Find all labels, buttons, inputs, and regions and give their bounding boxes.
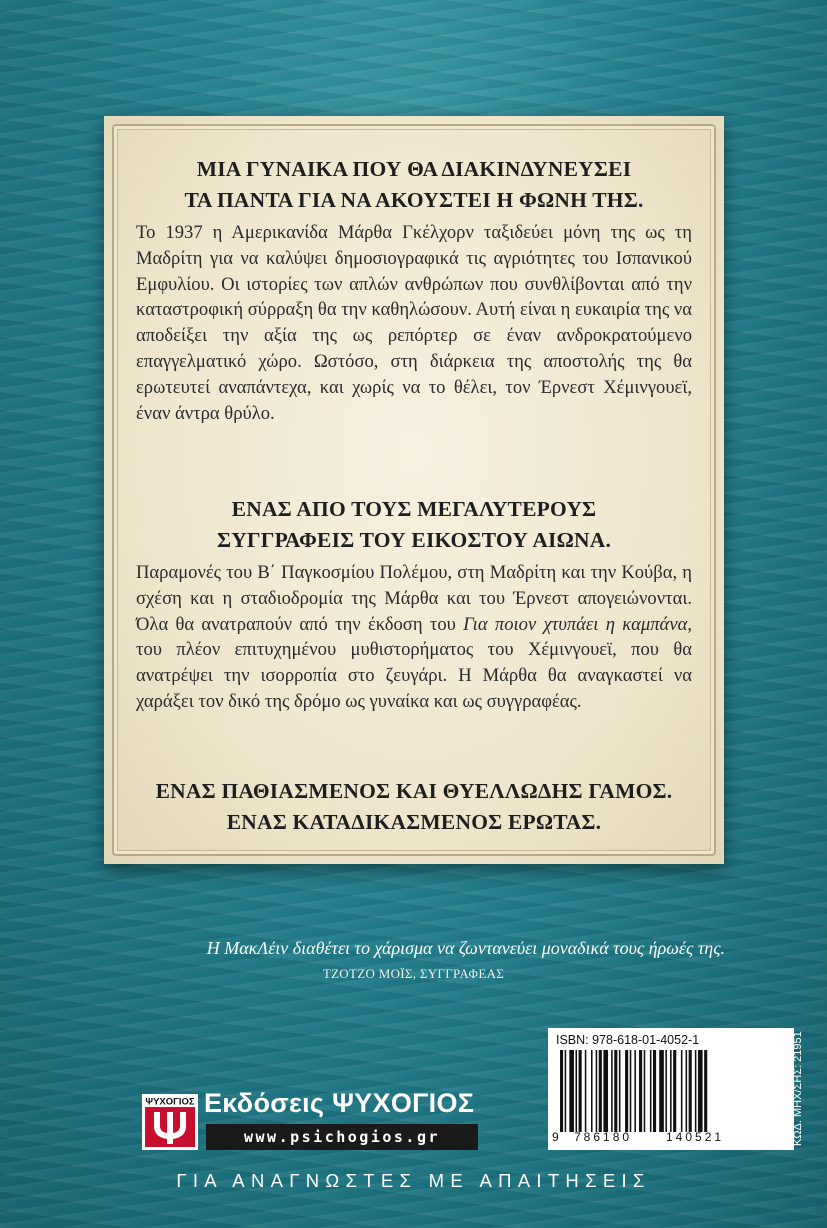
heading-line: ΜΙΑ ΓΥΝΑΙΚΑ ΠΟΥ ΘΑ ΔΙΑΚΙΝΔΥΝΕΥΣΕΙ [196,157,632,181]
description-card [104,116,724,864]
isbn-label: ISBN: 978-618-01-4052-1 [556,1033,700,1047]
barcode-bar [630,1050,632,1132]
logo-wordmark: ΨΥΧΟΓΙΟΣ [145,1096,195,1108]
barcode-bar [639,1050,642,1132]
psichogios-logo-icon [142,1094,198,1150]
heading-marriage [124,776,704,838]
barcode-bar [695,1050,697,1132]
barcode-bar [599,1050,602,1132]
barcode-digit-group: 140521 [666,1130,725,1144]
quote-author: ΤΖΟΤΖΟ ΜΟΪΣ, ΣΥΓΓΡΑΦΕΑΣ [322,966,505,981]
barcode-bar [585,1050,587,1132]
heading-woman-voice [124,154,704,216]
barcode-bar [614,1050,617,1132]
heading-line: ΕΝΑΣ ΚΑΤΑΔΙΚΑΣΜΕΝΟΣ ΕΡΩΤΑΣ. [226,810,602,834]
barcode-bar [591,1050,593,1132]
barcode-bar [681,1050,683,1132]
barcode-bar [673,1050,676,1132]
barcode-bar [565,1050,567,1132]
heading-great-writers [124,494,704,556]
paragraph-story: Το 1937 η Αμερικανίδα Μάρθα Γκέλχορν ταξιδεύει μόνη της ως τη Μαδρίτη για να καλύψει δημοσιογραφικά τις αγριότητες του Ισπανικού Εμφυλίου. Οι ιστορίες των απλών ανθρώπων που συνθλίβονται από την καταστροφική σύρραξη θα την καθηλώσουν. Αυτή είναι η ευκαιρία της να αποδείξει την αξία της ως ρεπόρτερ σε έναν ανδροκρατούμενο επαγγελματικό χώρο. Ωστόσο, στη διάρκεια της αποστολής της θα ερωτευτεί αναπάντεχα, και χωρίς να το θέλει, τον Έρνεστ Χέμινγουεϊ, έναν άντρα θρύλο. [136,222,692,424]
publisher-slogan: ΓΙΑ ΑΝΑΓΝΩΣΤΕΣ ΜΕ ΑΠΑΙΤΗΣΕΙΣ [176,1170,651,1191]
barcode-bar [665,1050,667,1132]
paragraph-hemingway [136,560,692,715]
heading-line: ΕΝΑΣ ΑΠΟ ΤΟΥΣ ΜΕΓΑΛΥΤΕΡΟΥΣ [231,497,597,521]
barcode-bar [576,1050,578,1132]
barcode-bar [704,1050,707,1132]
barcode-icon [558,1050,758,1132]
barcode-bar [619,1050,621,1132]
barcode-bar [569,1050,574,1132]
barcode-bar [611,1050,613,1132]
barcode-bar [603,1050,608,1132]
product-code: ΚΩΔ. ΜΗΧ/ΣΗΣ: 21951 [792,1031,804,1147]
barcode-bar [659,1050,664,1132]
book-title: Για ποιον χτυπάει η καμπάνα [463,613,688,635]
barcode-bar [625,1050,628,1132]
paragraph-text: Παραμονές του Β΄ Παγκοσμίου Πολέμου, στη Μαδρίτη και την Κούβα, η σχέση και η σταδιοδρομία της Μάρθα και του Έρνεστ απογειώνονται. Όλα θα ανατραπούν από την έκδοση του [136,562,692,635]
heading-line: ΣΥΓΓΡΑΦΕΙΣ ΤΟΥ ΕΙΚΟΣΤΟΥ ΑΙΩΝΑ. [216,528,612,552]
barcode-bar [596,1050,598,1132]
barcode-bar [653,1050,656,1132]
heading-line: ΕΝΑΣ ΠΑΘΙΑΣΜΕΝΟΣ ΚΑΙ ΘΥΕΛΛΩΔΗΣ ΓΑΜΟΣ. [155,779,673,803]
barcode-bar [686,1050,688,1132]
barcode-bar [650,1050,652,1132]
barcode-bar [670,1050,672,1132]
publisher-name: Εκδόσεις ΨΥΧΟΓΙΟΣ [204,1088,475,1118]
review-quote: Η ΜακΛέιν διαθέτει το χάρισμα να ζωντανεύει μοναδικά τους ήρωές της. [206,938,725,958]
barcode-bar [644,1050,646,1132]
publisher-website[interactable]: www.psichogios.gr [206,1124,478,1150]
barcode-bar [579,1050,582,1132]
paragraph-text: , του πλέον επιτυχημένου μυθιστορήματος του Χέμινγουεϊ, που θα ανατρέψει την ισορροπία στο ζευγάρι. Η Μάρθα θα αναγκαστεί να χαράξει τον δικό της δρόμο ως γυναίκα και ως συγγραφέας. [136,613,692,712]
barcode-bar [698,1050,703,1132]
barcode-digit-group: 786180 [574,1130,633,1144]
barcode-box [548,1028,794,1150]
barcode-digit-lead: 9 [552,1130,559,1144]
barcode-bar [560,1050,563,1132]
heading-line: ΤΑ ΠΑΝΤΑ ΓΙΑ ΝΑ ΑΚΟΥΣΤΕΙ Η ΦΩΝΗ ΤΗΣ. [184,188,644,212]
barcode-bar [689,1050,692,1132]
barcode-bar [634,1050,636,1132]
